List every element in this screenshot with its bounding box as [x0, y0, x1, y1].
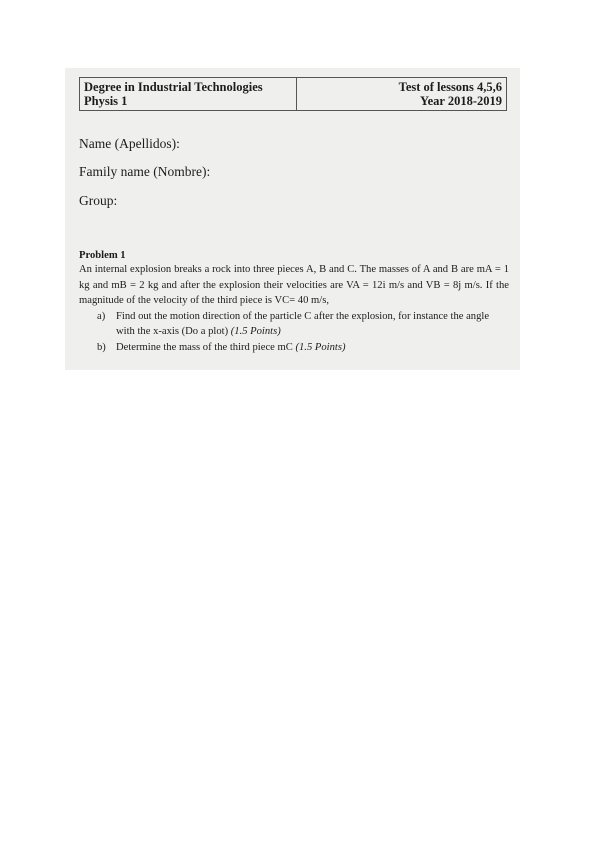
problem-questions	[79, 309, 509, 356]
scanned-exam-sheet	[65, 68, 520, 370]
question-text	[116, 340, 509, 356]
problem-section	[79, 249, 509, 355]
question-text	[116, 309, 509, 340]
subject-title: Physis 1	[84, 94, 128, 108]
question-letter: a)	[97, 310, 106, 322]
degree-title: Degree in Industrial Technologies	[84, 80, 263, 94]
question-points: (1.5 Points)	[230, 326, 281, 337]
question-item	[97, 309, 509, 340]
problem-title: Problem 1	[79, 250, 126, 261]
problem-statement: An internal explosion breaks a rock into three pieces A, B and C. The masses of A and B are mA = 1 kg and mB = 2 kg and after the explosion their velocities are VA = 12i m/s and VB = 8j m/s. If the magnitude of the velocity of the third piece is VC= 40 m/s,	[79, 264, 509, 306]
family-name-field-label: Family name (Nombre):	[79, 164, 211, 179]
header-course-info	[80, 78, 297, 110]
exam-header	[79, 77, 507, 111]
academic-year: Year 2018-2019	[419, 94, 502, 108]
header-test-info	[297, 78, 506, 110]
question-body: Determine the mass of the third piece mC	[116, 341, 293, 353]
group-field-label: Group:	[79, 193, 118, 208]
question-points: (1.5 Points)	[295, 341, 346, 353]
question-item	[97, 340, 509, 356]
test-title: Test of lessons 4,5,6	[398, 80, 502, 94]
question-letter: b)	[97, 341, 106, 353]
question-body: Find out the motion direction of the particle C after the explosion, for instance the angle with the x-axis (Do a plot)	[116, 310, 490, 337]
name-field-label: Name (Apellidos):	[79, 136, 180, 151]
